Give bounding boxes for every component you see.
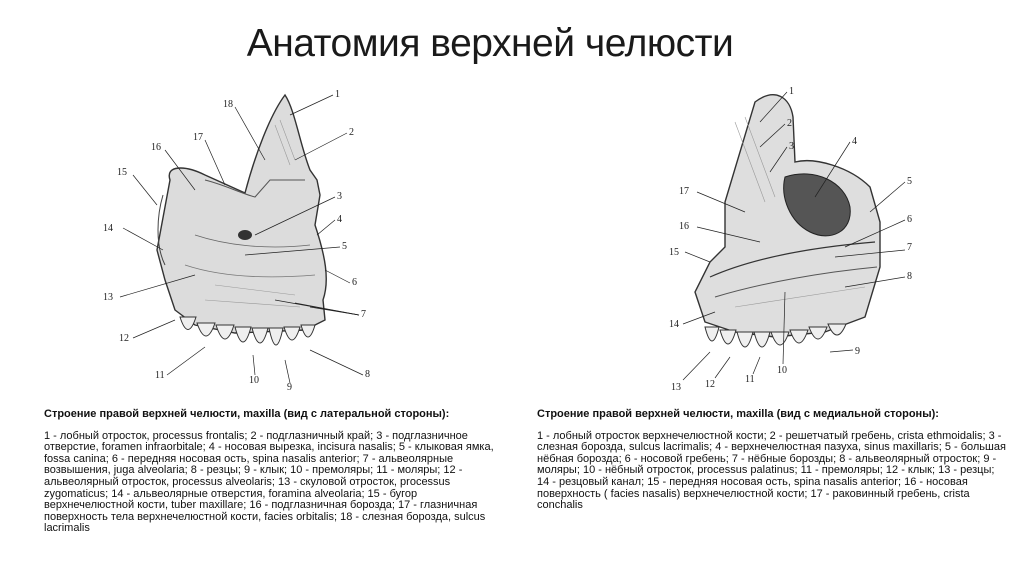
- svg-text:7: 7: [361, 309, 366, 320]
- svg-text:3: 3: [789, 141, 794, 152]
- svg-text:7: 7: [907, 242, 912, 253]
- svg-text:1: 1: [335, 89, 340, 100]
- left-caption-body: 1 - лобный отросток, processus frontalis; 2 - подглазничный край; 3 - подглазничное отверстие, foramen infraorbitale; 4 - носовая вырезка, incisura nasalis; 5 - клыковая ямка, fossa canina; 6 - передняя носовая ость, spina nasalis anterior; 7 - альвеолярные возвышения, juga alveolaria; 8 - резцы; 9 - клык; 10 - премоляры; 11 - моляры; 12 - альвеолярный отросток, processus alveolaris; 13 - скуловой отросток, processus zygomaticus; 14 - альвеолярные отверстия, foramina alveolaria; 15 - бугор верхнечелюстной кости, tuber maxillare; 16 - подглазничная борозда; 17 - глазничная поверхность тела верхнечелюстной кости, facies orbitalis; 18 - слезная борозда, sulcus lacrimalis: [44, 429, 494, 535]
- svg-text:15: 15: [669, 247, 679, 258]
- svg-text:5: 5: [907, 176, 912, 187]
- right-caption-body: 1 - лобный отросток верхнечелюстной кости; 2 - решетчатый гребень, crista ethmoidalis; 3 - слезная борозда, sulcus lacrimalis; 4 - верхнечелюстная пазуха, sinus maxillaris; 5 - большая нёбная борозда; 6 - носовой гребень; 7 - нёбные борозды; 8 - альвеолярный отросток; 9 - моляры; 10 - нёбный отросток, processus palatinus; 11 - премоляры; 12 - клык; 13 - резцы; 14 - резцовый канал; 15 - передняя носовая ость, spina nasalis anterior; 16 - носовая поверхность ( facies nasalis) верхнечелюстной кости; 17 - раковинный гребень, crista conchalis: [537, 429, 1006, 512]
- svg-text:17: 17: [193, 132, 203, 143]
- svg-text:9: 9: [287, 382, 292, 390]
- svg-text:18: 18: [223, 99, 233, 110]
- svg-text:10: 10: [777, 365, 787, 376]
- lateral-view-figure: [95, 85, 385, 390]
- medial-view-illustration: [665, 82, 945, 392]
- svg-text:12: 12: [119, 333, 129, 344]
- svg-text:13: 13: [671, 382, 681, 392]
- svg-text:12: 12: [705, 379, 715, 390]
- left-caption: [44, 409, 509, 535]
- svg-text:4: 4: [852, 136, 857, 147]
- svg-text:1: 1: [789, 86, 794, 97]
- svg-text:4: 4: [337, 214, 342, 225]
- svg-text:10: 10: [249, 375, 259, 386]
- svg-text:2: 2: [349, 127, 354, 138]
- svg-text:13: 13: [103, 292, 113, 303]
- svg-text:14: 14: [669, 319, 679, 330]
- left-caption-heading: Строение правой верхней челюсти, maxilla (вид с латеральной стороны):: [44, 408, 450, 420]
- svg-text:6: 6: [352, 277, 357, 288]
- svg-text:16: 16: [679, 221, 689, 232]
- medial-view-figure: [665, 82, 945, 392]
- page-title: Анатомия верхней челюсти: [246, 22, 734, 65]
- svg-text:16: 16: [151, 142, 161, 153]
- svg-text:11: 11: [745, 374, 755, 385]
- svg-text:2: 2: [787, 118, 792, 129]
- svg-text:9: 9: [855, 346, 860, 357]
- svg-text:11: 11: [155, 370, 165, 381]
- svg-text:15: 15: [117, 167, 127, 178]
- svg-text:6: 6: [907, 214, 912, 225]
- right-caption-heading: Строение правой верхней челюсти, maxilla (вид с медиальной стороны):: [537, 408, 939, 420]
- svg-text:17: 17: [679, 186, 689, 197]
- lateral-view-illustration: [95, 85, 385, 390]
- svg-text:8: 8: [907, 271, 912, 282]
- svg-text:8: 8: [365, 369, 370, 380]
- right-caption: [537, 409, 1007, 512]
- svg-text:14: 14: [103, 223, 113, 234]
- svg-text:5: 5: [342, 241, 347, 252]
- svg-text:3: 3: [337, 191, 342, 202]
